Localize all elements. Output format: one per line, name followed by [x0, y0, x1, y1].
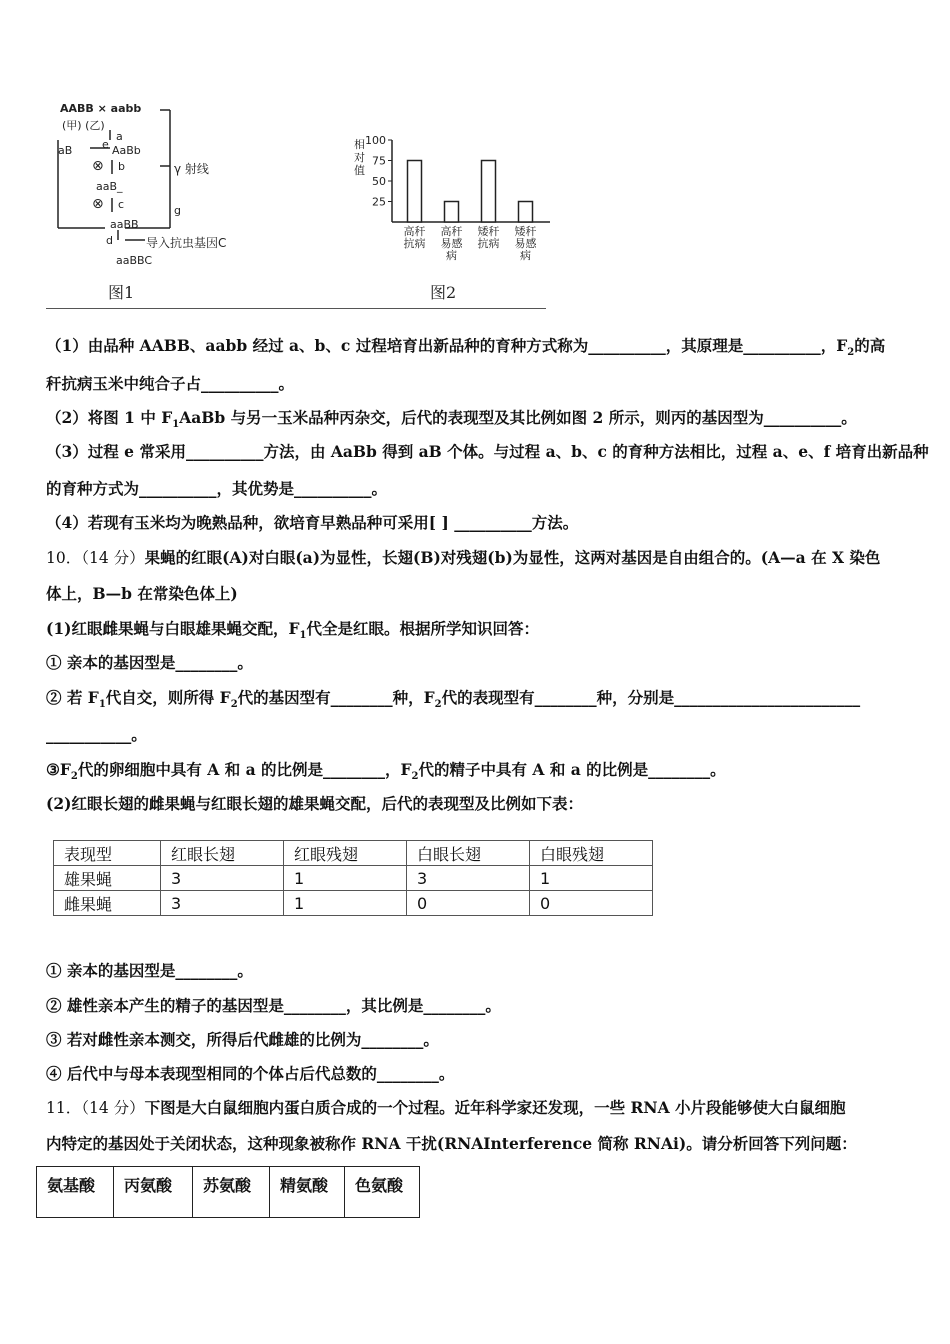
q10-sub1-q3: $③F_2$代的卵细胞中具有 A 和 a 的比例是________，$F_2$代的精子中具有 A 和 a 的比例是________。	[46, 760, 726, 783]
gene-import-label: 导入抗虫基因C	[146, 236, 227, 250]
cross-parents-label: (甲) (乙)	[62, 119, 105, 132]
x-tick-label: 病	[520, 249, 531, 262]
x-tick-label: 易感	[514, 237, 537, 250]
table-cell: 1	[284, 891, 407, 916]
q10-sub1-q1: ① 亲本的基因型是________。	[46, 653, 253, 672]
table-cell: 雌果蝇	[54, 891, 161, 916]
step-a-label: a	[116, 130, 123, 143]
table-cell: 苏氨酸	[193, 1167, 270, 1218]
table-cell: 3	[161, 891, 284, 916]
aabbc-genotype: aaBBC	[116, 254, 153, 267]
q10-sub1: (1)红眼雌果蝇与白眼雄果蝇交配，$F_1$代全是红眼。根据所学知识回答：	[46, 619, 539, 642]
aabb-genotype: aaBB	[110, 218, 139, 231]
gamma-ray-label: γ 射线	[174, 162, 209, 176]
figure-1	[50, 100, 290, 300]
q11-line2: 内特定的基因处于关闭状态，这种现象被称作 RNA 干扰(RNAInterference 简称 RNAi)。请分析回答下列问题：	[46, 1134, 857, 1153]
q10-line1: 10．（14 分）果蝇的红眼(A)对白眼(a)为显性，长翅(B)对残翅(b)为显性，这两对基因是自由组合的。(A—a 在 X 染色	[46, 548, 881, 567]
table-cell: 雄果蝇	[54, 866, 161, 891]
aab-genotype: aaB_	[96, 180, 123, 193]
table-header-cell: 红眼长翅	[161, 841, 284, 866]
q9-2: （2）将图 1 中 $F_1AaBb$ 与另一玉米品种丙杂交，后代的表现型及其比例如图 2 所示，则丙的基因型为__________。	[46, 408, 857, 431]
table-row	[37, 1167, 420, 1218]
table-row	[54, 891, 653, 916]
step-d-label: d	[106, 234, 113, 247]
y-tick-label: 50	[372, 175, 386, 188]
figure-2-label: 图2	[430, 283, 457, 302]
table-cell: 3	[407, 866, 530, 891]
figure-divider	[46, 308, 546, 309]
table-header-cell: 白眼残翅	[530, 841, 653, 866]
x-tick-label: 抗病	[477, 237, 500, 250]
cross-parents-genotype: AABB × aabb	[60, 102, 142, 115]
table-header-row	[54, 841, 653, 866]
q9-3-line2: 的育种方式为__________，其优势是__________。	[46, 479, 388, 498]
y-tick-label: 100	[365, 134, 386, 147]
y-axis-label: 值	[354, 164, 365, 177]
selfing-symbol-1: ⊗	[92, 158, 104, 174]
x-tick-label: 易感	[440, 237, 463, 250]
phenotype-table	[53, 840, 653, 916]
x-tick-label: 抗病	[403, 237, 426, 250]
figure-2	[340, 130, 560, 305]
bar	[519, 202, 533, 223]
q9-4: （4）若现有玉米均为晚熟品种，欲培育早熟品种可采用[ ] __________方法。	[46, 513, 579, 532]
ab-genotype: aB	[58, 144, 73, 157]
table-header-cell: 白眼长翅	[407, 841, 530, 866]
bar	[408, 161, 422, 223]
q10-sub2-q2: ② 雄性亲本产生的精子的基因型是________，其比例是________。	[46, 996, 501, 1015]
f1-genotype: AaBb	[112, 144, 141, 157]
table-cell: 丙氨酸	[114, 1167, 193, 1218]
table-cell: 0	[530, 891, 653, 916]
q10-sub1-q2: ② 若 $F_1$代自交，则所得 $F_2$代的基因型有________种，$F_2$代的表现型有________种，分别是________________________	[46, 688, 861, 711]
table-cell: 3	[161, 866, 284, 891]
x-tick-label: 高秆	[440, 225, 463, 238]
q10-line2: 体上，B—b 在常染色体上)	[46, 584, 238, 603]
table-cell: 氨基酸	[37, 1167, 114, 1218]
table-header-cell: 表现型	[54, 841, 161, 866]
table-cell: 1	[284, 866, 407, 891]
step-b-label: b	[118, 160, 125, 173]
q11-line1: 11．（14 分）下图是大白鼠细胞内蛋白质合成的一个过程。近年科学家还发现，一些 RNA 小片段能够使大白鼠细胞	[46, 1098, 846, 1117]
figure-1-label: 图1	[108, 283, 135, 302]
q9-1-line2: 秆抗病玉米中纯合子占__________。	[46, 374, 295, 393]
q10-sub2-q4: ④ 后代中与母本表现型相同的个体占后代总数的________。	[46, 1064, 455, 1083]
y-tick-label: 75	[372, 154, 386, 168]
bar	[445, 202, 459, 223]
bar	[482, 161, 496, 223]
q10-sub2-q3: ③ 若对雌性亲本测交，所得后代雌雄的比例为________。	[46, 1030, 439, 1049]
step-c-label: c	[118, 198, 125, 211]
q10-sub1-q2-line2: ___________。	[46, 725, 147, 744]
selfing-symbol-2: ⊗	[92, 196, 104, 212]
step-g-label: g	[174, 204, 181, 217]
table-cell: 0	[407, 891, 530, 916]
table-row	[54, 866, 653, 891]
y-tick-label: 25	[372, 195, 386, 209]
table-cell: 1	[530, 866, 653, 891]
amino-acid-table	[36, 1166, 420, 1218]
x-tick-label: 病	[446, 249, 457, 262]
step-e-label: e	[102, 138, 109, 151]
y-axis-label: 相	[354, 138, 365, 151]
figure-2-chart	[340, 130, 560, 265]
q10-sub2-q1: ① 亲本的基因型是________。	[46, 961, 253, 980]
table-cell: 精氨酸	[270, 1167, 345, 1218]
x-tick-label: 高秆	[403, 225, 426, 238]
q9-1-line1: （1）由品种 AABB、aabb 经过 a、b、c 过程培育出新品种的育种方式称为__________，其原理是__________，$F_2$的高	[46, 336, 886, 359]
table-header-cell: 红眼残翅	[284, 841, 407, 866]
table-cell: 色氨酸	[345, 1167, 420, 1218]
q9-3-line1: （3）过程 e 常采用__________方法，由 AaBb 得到 aB 个体。与过程 a、b、c 的育种方法相比，过程 a、e、f 培育出新品种	[46, 442, 929, 461]
q10-sub2: (2)红眼长翅的雌果蝇与红眼长翅的雄果蝇交配，后代的表现型及比例如下表：	[46, 794, 583, 813]
y-axis-label: 对	[354, 151, 365, 164]
x-tick-label: 矮秆	[477, 225, 500, 238]
x-tick-label: 矮秆	[514, 225, 537, 238]
